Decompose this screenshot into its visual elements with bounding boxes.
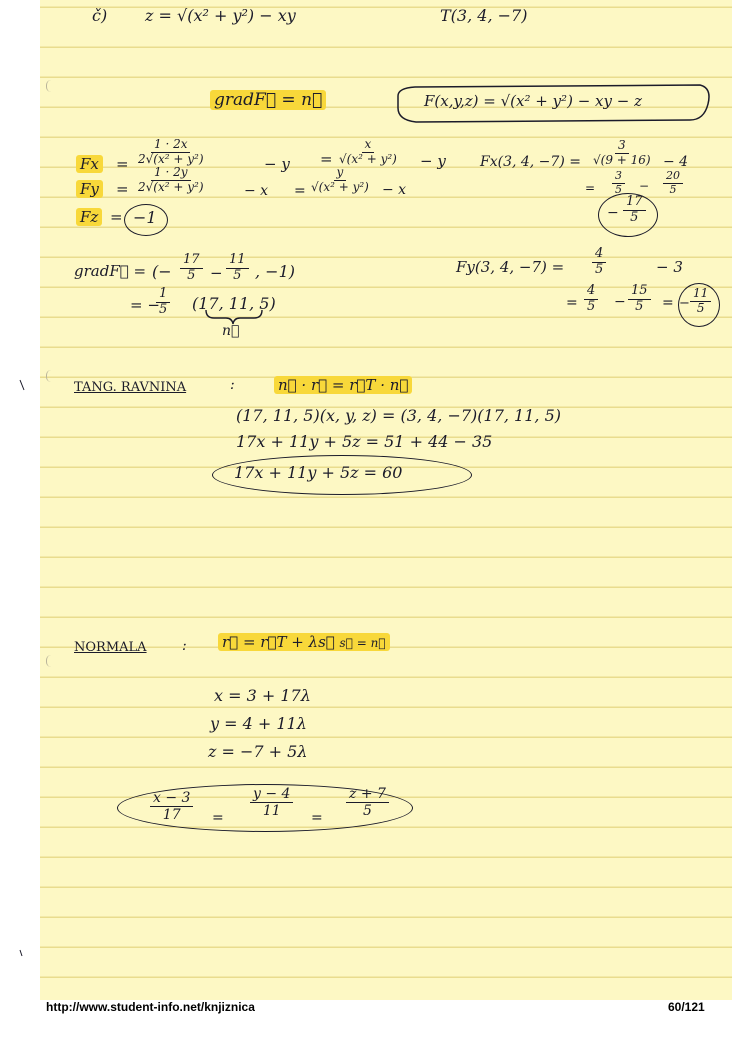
fy-point-minus: − 3 (656, 258, 683, 276)
tangent-formula: n⃗ · r⃗ = r⃗T · n⃗ (274, 376, 412, 394)
normal-formula-main: r⃗ = r⃗T + λs⃗ (222, 633, 335, 651)
sym-fraction-y-num: y − 4 (250, 786, 293, 803)
task-point: T(3, 4, −7) (440, 6, 528, 25)
fz-label: Fz (76, 208, 102, 226)
fy-result-num: 11 (690, 287, 711, 302)
fx-step-minus: − (639, 179, 650, 193)
task-label: č) (92, 6, 108, 25)
fx-fraction-num: 1 · 2x (151, 138, 190, 153)
sym-fraction-z-den: 5 (363, 803, 372, 820)
fx-result-sign: − (607, 205, 619, 221)
fx-equals: = (116, 155, 129, 173)
fx-fraction-den: 2√(x² + y²) (138, 151, 204, 166)
sym-fraction-z-num: z + 7 (346, 786, 389, 803)
sym-separator-1: = (212, 810, 224, 826)
fy-step-frac-1-num: 4 (584, 284, 598, 300)
fy-step-frac-2-den: 5 (635, 298, 644, 314)
fx-result-den: 5 (630, 209, 639, 225)
fy-result-sign: − (679, 296, 690, 311)
fx-at-point: Fx(3, 4, −7) = (480, 154, 581, 170)
grad-tail: , −1) (255, 262, 295, 281)
fy-fraction-den: 2√(x² + y²) (138, 179, 204, 194)
fy-fraction-2-num: y (334, 166, 347, 181)
fx-point-minus: − 4 (663, 154, 689, 170)
f-definition: F(x,y,z) = √(x² + y²) − xy − z (424, 92, 642, 110)
grad2-fraction-den: 5 (159, 301, 168, 317)
fy-fraction-2-den: √(x² + y²) (311, 179, 369, 194)
fx-result-num: 17 (623, 195, 646, 211)
tangent-result: 17x + 11y + 5z = 60 (234, 463, 403, 482)
fy-equals: = (116, 180, 129, 198)
fy-step-frac-1-den: 5 (587, 298, 596, 314)
normal-colon: : (182, 638, 187, 654)
margin-tick (20, 380, 24, 390)
sym-fraction-x-den: 17 (162, 807, 181, 824)
sym-separator-2: = (311, 810, 323, 826)
normal-y-equation: y = 4 + 11λ (210, 714, 307, 733)
normal-formula-tail: s⃗ = n⃗ (339, 636, 386, 650)
grad-open: (− (152, 262, 172, 281)
tangent-colon: : (230, 377, 235, 393)
grad-frac-2-num: 11 (226, 253, 249, 269)
fx-step-equals: = (585, 181, 596, 195)
tangent-title: TANG. RAVNINA (74, 380, 187, 395)
grad2-vector: (17, 11, 5) (192, 294, 276, 313)
fy-point-fraction-num: 4 (592, 247, 606, 263)
fx-label: Fx (76, 155, 103, 173)
fx-point-fraction-den: √(9 + 16) (593, 152, 651, 167)
grad-minus: − (210, 264, 223, 282)
fy-step-minus: − (614, 294, 626, 310)
fx-point-fraction-num: 3 (615, 139, 629, 154)
fy-equals-2: = (294, 183, 306, 199)
grad2-fraction-num: 1 (156, 287, 170, 303)
fy-step-frac-2-num: 15 (628, 284, 651, 300)
fx-equals-2: = (320, 150, 333, 168)
fy-step-equals-2: = (662, 295, 674, 311)
grad2-equals: = − (130, 296, 160, 314)
fx-step-frac-1-den: 5 (615, 182, 622, 196)
fz-value: −1 (133, 208, 157, 227)
f-definition-box (398, 85, 709, 122)
grad-label: gradF⃗ = (74, 262, 147, 280)
fx-minus-y: − y (264, 155, 290, 173)
sym-fraction-x-num: x − 3 (150, 790, 193, 807)
fx-minus-y-2: − y (420, 152, 446, 170)
fx-fraction-2-den: √(x² + y²) (339, 151, 397, 166)
fy-minus-x-2: − x (382, 182, 407, 198)
normal-title: NORMALA (74, 640, 147, 655)
fx-step-frac-1-num: 3 (612, 170, 625, 184)
fy-step-equals: = (566, 295, 578, 311)
n-underbrace (206, 310, 262, 324)
sym-fraction-y-den: 11 (262, 803, 281, 820)
fx-step-frac-2-den: 5 (669, 182, 677, 196)
task-equation: z = √(x² + y²) − xy (145, 6, 296, 25)
normal-z-equation: z = −7 + 5λ (208, 742, 308, 761)
grad-frac-1-num: 17 (180, 253, 203, 269)
tangent-line-2: 17x + 11y + 5z = 51 + 44 − 35 (236, 432, 493, 451)
fx-fraction-2-num: x (362, 138, 375, 153)
tangent-line-1: (17, 11, 5)(x, y, z) = (3, 4, −7)(17, 11, 5) (236, 406, 561, 425)
n-vector-label: n⃗ (222, 323, 240, 339)
grad-frac-1-den: 5 (187, 267, 196, 283)
fy-label: Fy (76, 180, 103, 198)
grad-header-text: gradF⃗ = n⃗ (210, 90, 326, 110)
grad-frac-2-den: 5 (233, 267, 242, 283)
fy-point-fraction-den: 5 (595, 261, 604, 277)
footer-page-number: 60/121 (668, 1000, 705, 1014)
footer-url[interactable]: http://www.student-info.net/knjiznica (46, 1000, 255, 1014)
fz-equals: = (110, 208, 123, 226)
fy-fraction-num: 1 · 2y (151, 166, 191, 181)
fy-at-point: Fy(3, 4, −7) = (456, 258, 565, 276)
fy-minus-x: − x (244, 183, 269, 199)
fy-result-den: 5 (696, 300, 705, 315)
fx-step-frac-2-num: 20 (663, 170, 683, 184)
normal-x-equation: x = 3 + 17λ (214, 686, 311, 705)
margin-tick (20, 950, 22, 956)
